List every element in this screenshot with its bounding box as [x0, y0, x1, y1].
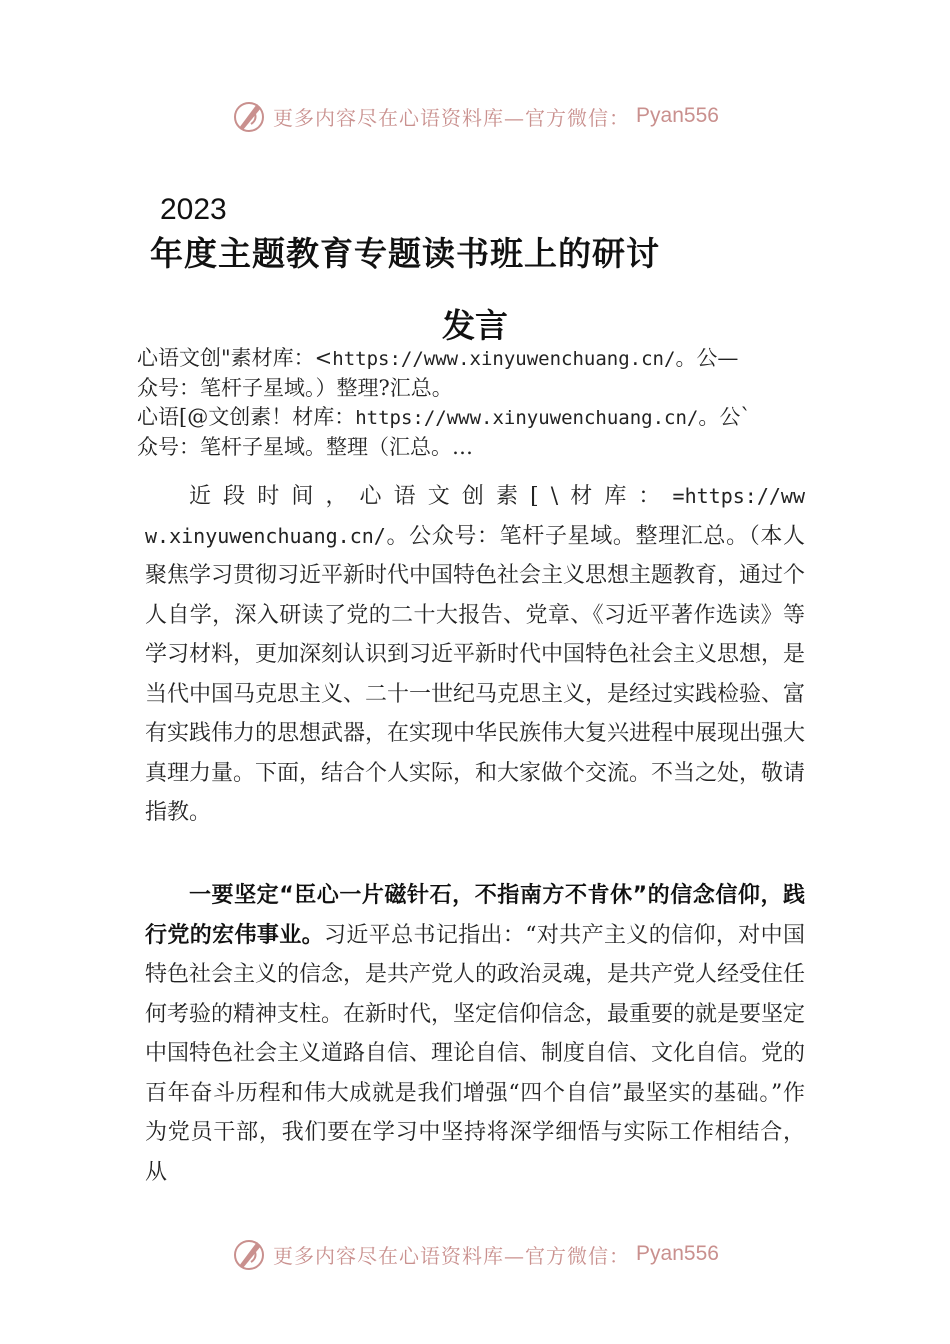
paragraph-intro-url[interactable]: =https://www.xinyuwenchuang.cn/	[145, 484, 805, 548]
paragraph-intro-opening: 近段时间，心语文创素[\材库：	[189, 484, 673, 509]
quill-logo-icon	[231, 98, 267, 134]
banner-wechat-id: Pyan556	[636, 1242, 719, 1265]
quill-logo-icon	[231, 1236, 267, 1272]
banner-wechat-id: Pyan556	[636, 104, 719, 127]
section-one-heading: 一要坚定“臣心一片磁针石，不指南方不肯休”的信念信仰，践行党的宏伟事业。	[145, 883, 805, 948]
header-banner	[0, 94, 950, 138]
source-note-1-suffix: 。公—	[675, 346, 739, 370]
footer-banner	[0, 1232, 950, 1276]
source-note-1-line2: 众号：笔杆子星域。）整理?汇总。	[137, 376, 453, 400]
paragraph-intro-text: 。公众号：笔杆子星域。整理汇总。（本人聚焦学习贯彻习近平新时代中国特色社会主义思想主题教育，通过个人自学，深入研读了党的二十大报告、党章、《习近平著作选读》等学习材料，更加深刻认识到习近平新时代中国特色社会主义思想，是当代中国马克思主义、二十一世纪马克思主义，是经过实践检验、富有实践伟力的思想武器，在实现中华民族伟大复兴进程中展现出强大真理力量。下面，结合个人实际，和大家做个交流。不当之处，敬请指教。	[145, 523, 806, 825]
source-note-1-url[interactable]: https://www.xinyuwenchuang.cn/	[332, 348, 676, 370]
paragraph-section-one	[145, 876, 805, 1192]
banner-text: 更多内容尽在心语资料库—官方微信：	[273, 105, 631, 130]
title-year: 2023	[160, 193, 227, 226]
document-title-continued: 发言	[442, 306, 508, 345]
section-one-text: 习近平总书记指出：“对共产主义的信仰，对中国特色社会主义的信念，是共产党人的政治灵魂，是共产党人经受住任何考验的精神支柱。在新时代，坚定信仰信念，最重要的就是要坚定中国特色社会主义道路自信、理论自信、制度自信、文化自信。党的百年奋斗历程和伟大成就是我们增强“四个自信”最坚实的基础。”作为党员干部，我们要在学习中坚持将深学细悟与实际工作相结合， 从	[145, 922, 806, 1185]
source-note-2-line2: 众号：笔杆子星域。整理（汇总。…	[137, 435, 473, 459]
source-note-2-url[interactable]: https://www.xinyuwenchuang.cn/	[355, 407, 699, 429]
source-note-1-prefix: 心语文创"素材库：<	[137, 346, 333, 370]
document-title: 年度主题教育专题读书班上的研讨	[150, 234, 660, 273]
source-note-2-suffix: 。公`	[698, 405, 751, 429]
source-note-2	[137, 403, 837, 462]
source-note-1	[137, 344, 837, 403]
banner-text: 更多内容尽在心语资料库—官方微信：	[273, 1243, 631, 1268]
paragraph-intro	[145, 477, 805, 833]
source-note-2-prefix: 心语[@文创素！材库：	[137, 405, 356, 429]
